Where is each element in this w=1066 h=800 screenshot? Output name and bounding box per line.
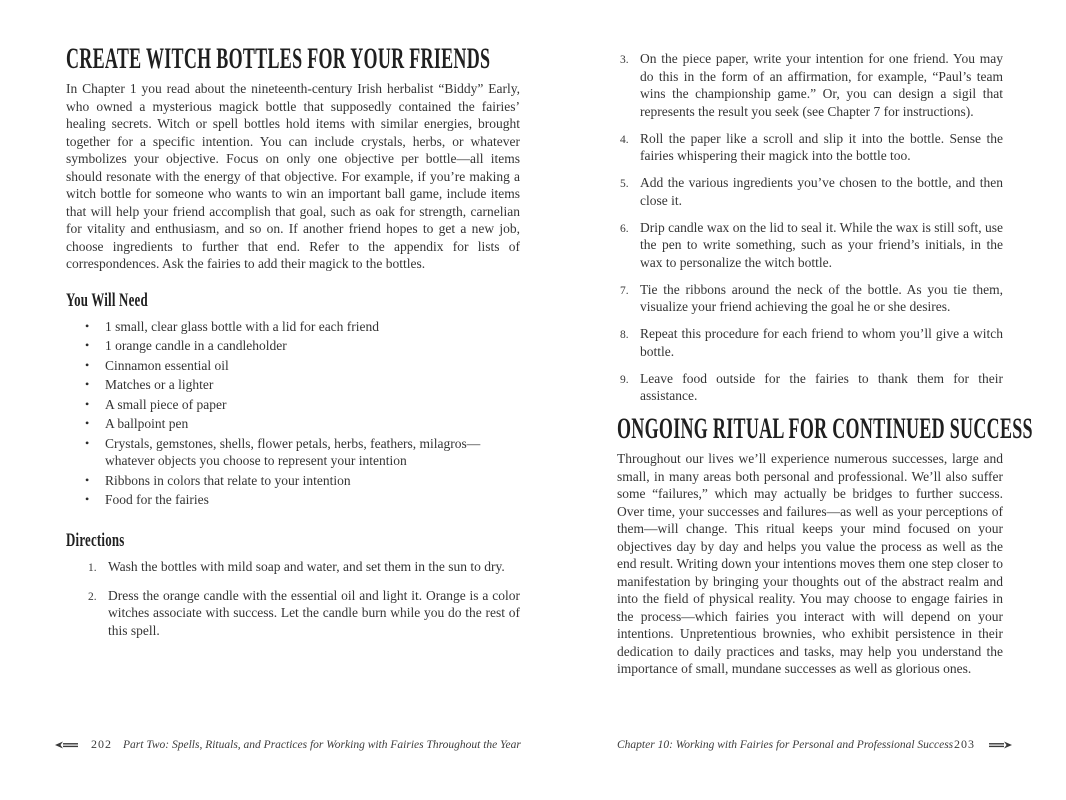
right-page-title: ONGOING RITUAL FOR CONTINUED SUCCESS: [617, 412, 1033, 445]
numbered-item: [620, 370, 1003, 405]
list-item-text: 1 small, clear glass bottle with a lid for each friend: [105, 318, 380, 334]
you-will-need-heading: You Will Need: [66, 289, 148, 311]
arrow-ornament-icon: [987, 740, 1013, 750]
item-number: 5.: [620, 178, 629, 190]
list-item: [85, 435, 520, 470]
list-item: [85, 491, 520, 509]
item-number: 8.: [620, 329, 629, 341]
list-item-text: Matches or a lighter: [105, 377, 214, 392]
list-item-text: A ballpoint pen: [105, 416, 189, 431]
page-number-group: [954, 737, 1013, 752]
bullet-icon: •: [85, 416, 90, 430]
running-head: Chapter 10: Working with Fairies for Personal and Professional Success: [617, 738, 954, 751]
bullet-icon: •: [85, 435, 90, 450]
left-intro-paragraph: In Chapter 1 you read about the nineteenth-century Irish herbalist “Biddy” Early, who owned a mysterious magick bottle that supposedly contained the fairies’ healing secrets. Witch or spell bottles hold items with similar energies, brought together for a specific intention. You can include crystals, herbs, or whatever symbolizes your objective. Focus on only one objective per bottle—all items should resonate with the energy of that objective. For example, if you’re making a witch bottle for someone who wants to win an important ball game, include items that will help your friend accomplish that goal, such as oak for strength, carnelian for vitality and enthusiasm, and so on. If another friend hopes to get a new job, choose ingredients to further that end. Refer to the appendix for lists of correspondences. Ask the fairies to add their magick to the bottles.: [66, 81, 520, 271]
bullet-icon: •: [85, 396, 90, 411]
list-item-text: Crystals, gemstones, shells, flower petals, herbs, feathers, milagros—whatever objects you choose to represent your intention: [105, 435, 481, 468]
item-number: 4.: [620, 133, 629, 146]
numbered-item-text: Wash the bottles with mild soap and water, and set them in the sun to dry.: [108, 558, 505, 574]
numbered-item-text: Roll the paper like a scroll and slip it into the bottle. Sense the fairies whispering their magick into the bottle too.: [640, 130, 1003, 163]
item-number: 2.: [88, 590, 97, 603]
list-item: [85, 396, 520, 414]
left-page: [66, 44, 520, 649]
numbered-item: [620, 219, 1003, 272]
item-number: 7.: [620, 284, 629, 297]
bullet-icon: •: [85, 472, 90, 487]
numbered-item-text: On the piece paper, write your intention for one friend. You may do this in the form of an affirmation, for example, “Paul’s team wins the championship game.” Or, you can design a sigil that represents the result you seek (see Chapter 7 for instructions).: [640, 51, 1003, 119]
list-item: [85, 357, 520, 375]
numbered-item: [620, 174, 1003, 209]
directions-list-continued: [617, 50, 1003, 405]
list-item-text: Food for the fairies: [105, 492, 209, 507]
numbered-item: [620, 130, 1003, 165]
numbered-item-text: Repeat this procedure for each friend to whom you’ll give a witch bottle.: [640, 326, 1003, 359]
item-number: 1.: [88, 561, 97, 574]
list-item: [85, 415, 520, 433]
numbered-item-text: Add the various ingredients you’ve chosen to the bottle, and then close it.: [640, 175, 1003, 208]
numbered-item-text: Drip candle wax on the lid to seal it. While the wax is still soft, use the pen to write something, such as your friend’s initials, in the wax to personalize the witch bottle.: [640, 219, 1003, 270]
bullet-icon: •: [85, 357, 90, 372]
arrow-ornament-icon: [54, 740, 80, 750]
page-number: 203: [954, 737, 975, 751]
numbered-item: [88, 558, 520, 578]
numbered-item: [620, 50, 1003, 120]
bullet-icon: •: [85, 338, 90, 352]
numbered-item: [88, 587, 520, 640]
left-page-title: CREATE WITCH BOTTLES FOR YOUR FRIENDS: [66, 42, 491, 75]
list-item-text: A small piece of paper: [105, 396, 227, 412]
bullet-icon: •: [85, 377, 90, 391]
list-item-text: 1 orange candle in a candleholder: [105, 338, 287, 353]
numbered-item: [620, 325, 1003, 360]
item-number: 9.: [620, 373, 629, 386]
numbered-item-text: Dress the orange candle with the essential oil and light it. Orange is a color witches associate with success. Let the candle burn while you do the rest of this spell.: [108, 587, 520, 638]
list-item: [85, 337, 520, 355]
right-body-paragraph: Throughout our lives we’ll experience numerous successes, large and small, in many areas both personal and professional. We’ll also suffer some “failures,” which may actually be bridges to further success. Over time, your successes and failures—as well as your perceptions of them—will change. This ritual keeps your mind focused on your objectives day by day and helps you value the process as well as the end result. Writing down your intentions moves them one step closer to manifestation by bringing your thoughts out of the abstract realm and into the field of physical reality. You may choose to engage fairies in the process—which fairies you interact with will depend on your intentions. Unpretentious brownies, who exhibit persistence in their dedication to daily practices and tasks, may help you understand the importance of small, mundane successes as well as glorious ones.: [617, 451, 1003, 676]
bullet-icon: •: [85, 492, 90, 506]
list-item: [85, 472, 520, 490]
right-page-footer: [617, 737, 1013, 752]
item-number: 3.: [620, 54, 629, 66]
item-number: 6.: [620, 222, 629, 235]
directions-list: [66, 558, 520, 640]
numbered-item-text: Tie the ribbons around the neck of the bottle. As you tie them, visualize your friend achieving the goal he or she desires.: [640, 281, 1003, 314]
bullet-icon: •: [85, 318, 90, 333]
directions-heading: Directions: [66, 529, 125, 551]
numbered-item-text: Leave food outside for the fairies to thank them for their assistance.: [640, 370, 1003, 403]
list-item-text: Cinnamon essential oil: [105, 357, 229, 373]
right-page: [617, 50, 1033, 678]
you-will-need-list: [66, 318, 520, 509]
running-head: Part Two: Spells, Rituals, and Practices for Working with Fairies Throughout the Year: [123, 738, 521, 751]
left-page-footer: [54, 737, 521, 752]
list-item-text: Ribbons in colors that relate to your intention: [105, 472, 351, 488]
page-number: 202: [91, 737, 112, 751]
list-item: [85, 318, 520, 336]
numbered-item: [620, 281, 1003, 316]
list-item: [85, 376, 520, 394]
